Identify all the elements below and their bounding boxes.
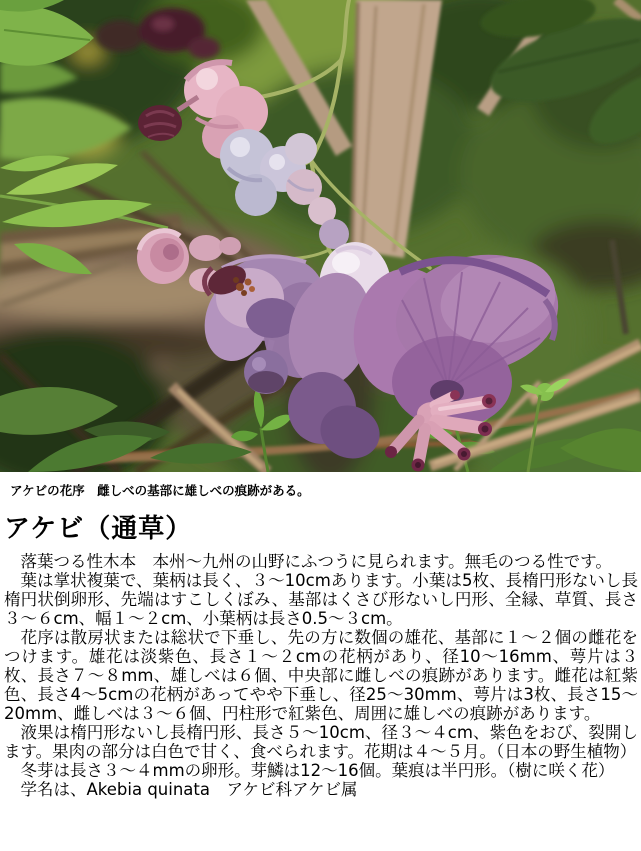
article-body <box>0 552 641 799</box>
page-title: アケビ（通草） <box>4 514 193 544</box>
paragraph-winter-buds: 冬芽は長さ３～４mmの卵形。芽鱗は12～16個。葉痕は半円形。（樹に咲く花） <box>20 761 615 780</box>
paragraph-overview: 落葉つる性木本 本州～九州の山野にふつうに見られます。無毛のつる性です。 <box>20 552 612 571</box>
paragraph-leaves: 葉は掌状複葉で、葉柄は長く、３～10cmあります。小葉は5枚、長楕円形ないし長楕円状倒卵形、先端はすこしくぼみ、基部はくさび形ないし円形、全縁、草質、長さ３～６cm、幅１～２cm、小葉柄は長さ0.5～３cm。 <box>4 571 638 628</box>
paragraph-fruit: 液果は楕円形ないし長楕円形、長さ５～10cm、径３～４cm、紫色をおび、裂開します。果肉の部分は白色で甘く、食べられます。花期は４～５月。（日本の野生植物） <box>4 723 638 761</box>
paragraph-scientific-name: 学名は、Akebia quinata アケビ科アケビ属 <box>20 780 358 799</box>
photo-caption: アケビの花序 雌しべの基部に雄しべの痕跡がある。 <box>10 483 310 498</box>
paragraph-flowers: 花序は散房状または総状で下垂し、先の方に数個の雄花、基部に１～２個の雌花をつけます。雄花は淡紫色、長さ１～２cmの花柄があり、径10～16mm、萼片は３枚、長さ７～８mm、雄しべは６個、中央部に雌しべの痕跡があります。雌花は紅紫色、長さ4～5cmの花柄があってやや下垂し、径25～30mm、萼片は3枚、長さ15～20mm、雌しべは３～６個、円柱形で紅紫色、周囲に雄しべの痕跡があります。 <box>4 628 639 723</box>
